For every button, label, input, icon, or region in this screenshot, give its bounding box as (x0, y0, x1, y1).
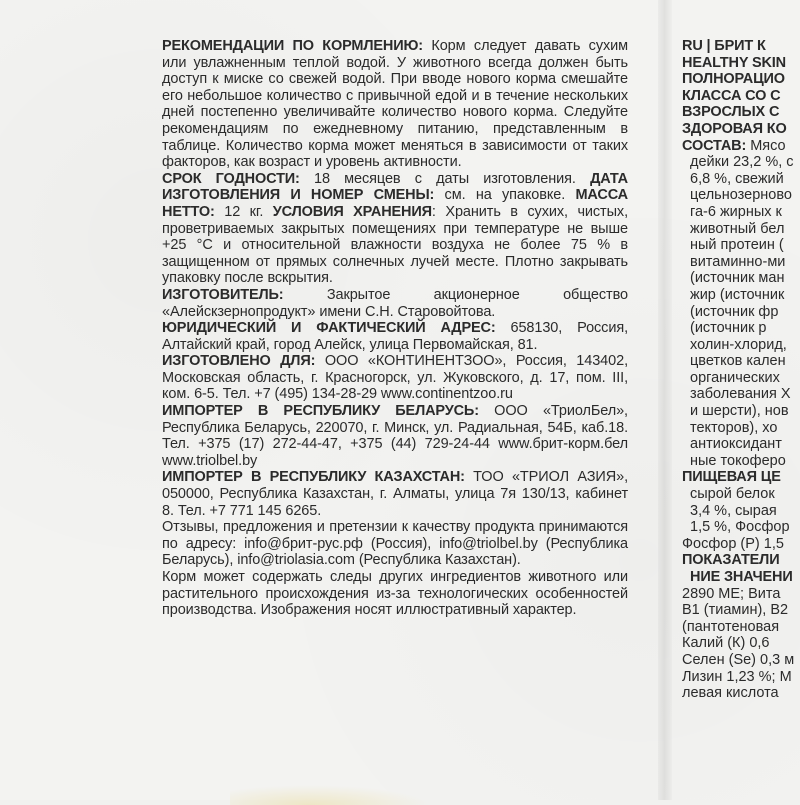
text: 658130, Россия, Алтайский край, город Алейск, улица Первомайская, 81. (162, 320, 629, 353)
composition-line: В1 (тиамин), В2 (682, 602, 789, 619)
text: Корм следует давать сухим или увлажненным теплой водой. У животного всегда должен быть доступ к миске со свежей водой. При вводе нового корма смешайте его небольшое количество с привычной едой и в течение нескольких дней постепенно увеличивайте количество нового корма. Следуйте рекомендациям по ежедневному питанию, представленным в таблице. Количество корма может меняться в зависимости от таких факторов, как возраст и уровень активности. (162, 38, 628, 171)
composition-line: Лизин 1,23 %; М (682, 668, 792, 685)
composition-line: сырой белок (690, 486, 775, 503)
composition-line: антиоксидант (690, 436, 782, 453)
heading: РЕКОМЕНДАЦИИ ПО КОРМЛЕНИЮ: (162, 38, 423, 54)
composition-line: текторов), хо (690, 419, 778, 436)
disclaimer: Корм может содержать следы других ингредиентов животного или растительного происхождения из-за технологических особенностей производства. Изображения носят иллюстративный характер. (162, 569, 628, 619)
composition-line: (источник р (690, 320, 767, 337)
heading: СРОК ГОДНОСТИ: (162, 170, 300, 187)
heading: ИЗГОТОВИТЕЛЬ: (162, 286, 284, 303)
importer-belarus (162, 403, 628, 469)
composition-line: ЗДОРОВАЯ КО (682, 120, 787, 137)
composition-line: HEALTHY SKIN (682, 54, 787, 71)
composition-line: 2890 МЕ; Вита (682, 585, 781, 602)
composition-line: 3,4 %, сырая (690, 502, 777, 519)
composition-line: ВЗРОСЛЫХ С (682, 104, 780, 121)
decorative-graphic-edge (230, 785, 430, 805)
composition-line: RU | БРИТ К (682, 38, 766, 54)
feeding-info-column (162, 38, 628, 619)
text: Закрытое акционерное общество «Алейскзернопродукт» имени С.Н. Старовойтова. (162, 286, 628, 320)
legal-address (162, 320, 628, 353)
heading: МАССА НЕТТО: (162, 187, 628, 220)
composition-line (682, 138, 800, 155)
composition-line: Селен (Se) 0,3 м (682, 651, 795, 668)
composition-line: КЛАССА СО С (682, 87, 781, 104)
text: см. на упаковке. (434, 187, 576, 204)
package-fold (658, 0, 672, 800)
composition-line: ный протеин ( (690, 237, 784, 254)
feeding-recommendations (162, 38, 628, 171)
composition-line: цветков кален (690, 353, 786, 370)
importer-kazakhstan (162, 469, 628, 519)
heading: ИЗГОТОВЛЕНО ДЛЯ: (162, 353, 316, 370)
feedback-contacts: Отзывы, предложения и претензии к качеству продукта принимаются по адресу: info@брит-рус.рф (Россия), info@triolbel.by (Республика Беларусь), info@triolasia.com (Республика Казахстан). (162, 519, 628, 569)
text: : Хранить в сухих, чистых, проветриваемых закрытых помещениях при температуре не выше +25 °С и относительной влажности воздуха не более 75 % в защищенном от прямых солнечных лучей месте. Плотно закрывать упаковку после вскрытия. (162, 203, 628, 287)
composition-line: и шерсти), нов (690, 403, 789, 420)
composition-line: (источник ман (690, 270, 785, 287)
text: 18 месяцев с даты изготовления. (299, 170, 591, 187)
composition-line: (пантотеновая (682, 618, 780, 635)
composition-line: Калий (К) 0,6 (682, 635, 770, 652)
text: Мясо (746, 137, 786, 154)
composition-line: витаминно-ми (690, 253, 786, 270)
heading: ИМПОРТЕР В РЕСПУБЛИКУ КАЗАХСТАН: (162, 469, 465, 486)
composition-line: жир (источник (690, 286, 785, 303)
made-for (162, 353, 628, 403)
composition-line: 1,5 %, Фосфор (690, 519, 790, 536)
composition-line: Фосфор (Р) 1,5 (682, 535, 784, 552)
composition-line: животный бел (690, 220, 785, 237)
composition-line: ПОЛНОРАЦИО (682, 71, 785, 88)
composition-line: ПИЩЕВАЯ ЦЕ (682, 469, 781, 486)
product-composition-column (682, 38, 800, 702)
manufacturer (162, 287, 628, 320)
heading: СОСТАВ: (682, 137, 747, 154)
composition-line: га-6 жирных к (690, 203, 782, 220)
composition-line: цельнозерново (690, 187, 792, 204)
heading: УСЛОВИЯ ХРАНЕНИЯ (272, 203, 432, 220)
composition-line: ные токоферо (690, 452, 786, 469)
text: ООО «КОНТИНЕНТЗОО», Россия, 143402, Московская область, г. Красногорск, ул. Жуковского, д. 17, пом. III, ком. 6-5. Тел. +7 (495) 134-28-29 www.continentzoo.ru (162, 353, 628, 403)
text: 12 кг. (214, 203, 273, 220)
heading: ИМПОРТЕР В РЕСПУБЛИКУ БЕЛАРУСЬ: (162, 403, 479, 420)
shelf-life-storage (162, 171, 628, 287)
composition-line: холин-хлорид, (690, 336, 787, 353)
heading: ЮРИДИЧЕСКИЙ И ФАКТИЧЕСКИЙ АДРЕС: (162, 320, 496, 337)
composition-line: ПОКАЗАТЕЛИ (682, 552, 780, 569)
text: ТОО «ТРИОЛ АЗИЯ», 050000, Республика Казахстан, г. Алматы, улица 7я 130/13, кабинет 8. Тел. +7 771 145 6265. (162, 469, 628, 519)
composition-line: органических (690, 369, 780, 386)
composition-line: заболевания Х (690, 386, 791, 403)
heading: ДАТА ИЗГОТОВЛЕНИЯ И НОМЕР СМЕНЫ: (162, 170, 628, 204)
composition-line: 6,8 %, свежий (690, 170, 784, 187)
composition-line: левая кислота (682, 685, 779, 702)
composition-line: (источник фр (690, 303, 779, 320)
composition-line: дейки 23,2 %, с (690, 154, 794, 171)
composition-line: НИЕ ЗНАЧЕНИ (690, 569, 793, 585)
text: ООО «ТриолБел», Республика Беларусь, 220070, г. Минск, ул. Радиальная, 54Б, каб.18. Тел. +375 (17) 272-44-47, +375 (44) 729-24-44 www.брит-корм.бел www.triolbel.by (162, 403, 628, 469)
